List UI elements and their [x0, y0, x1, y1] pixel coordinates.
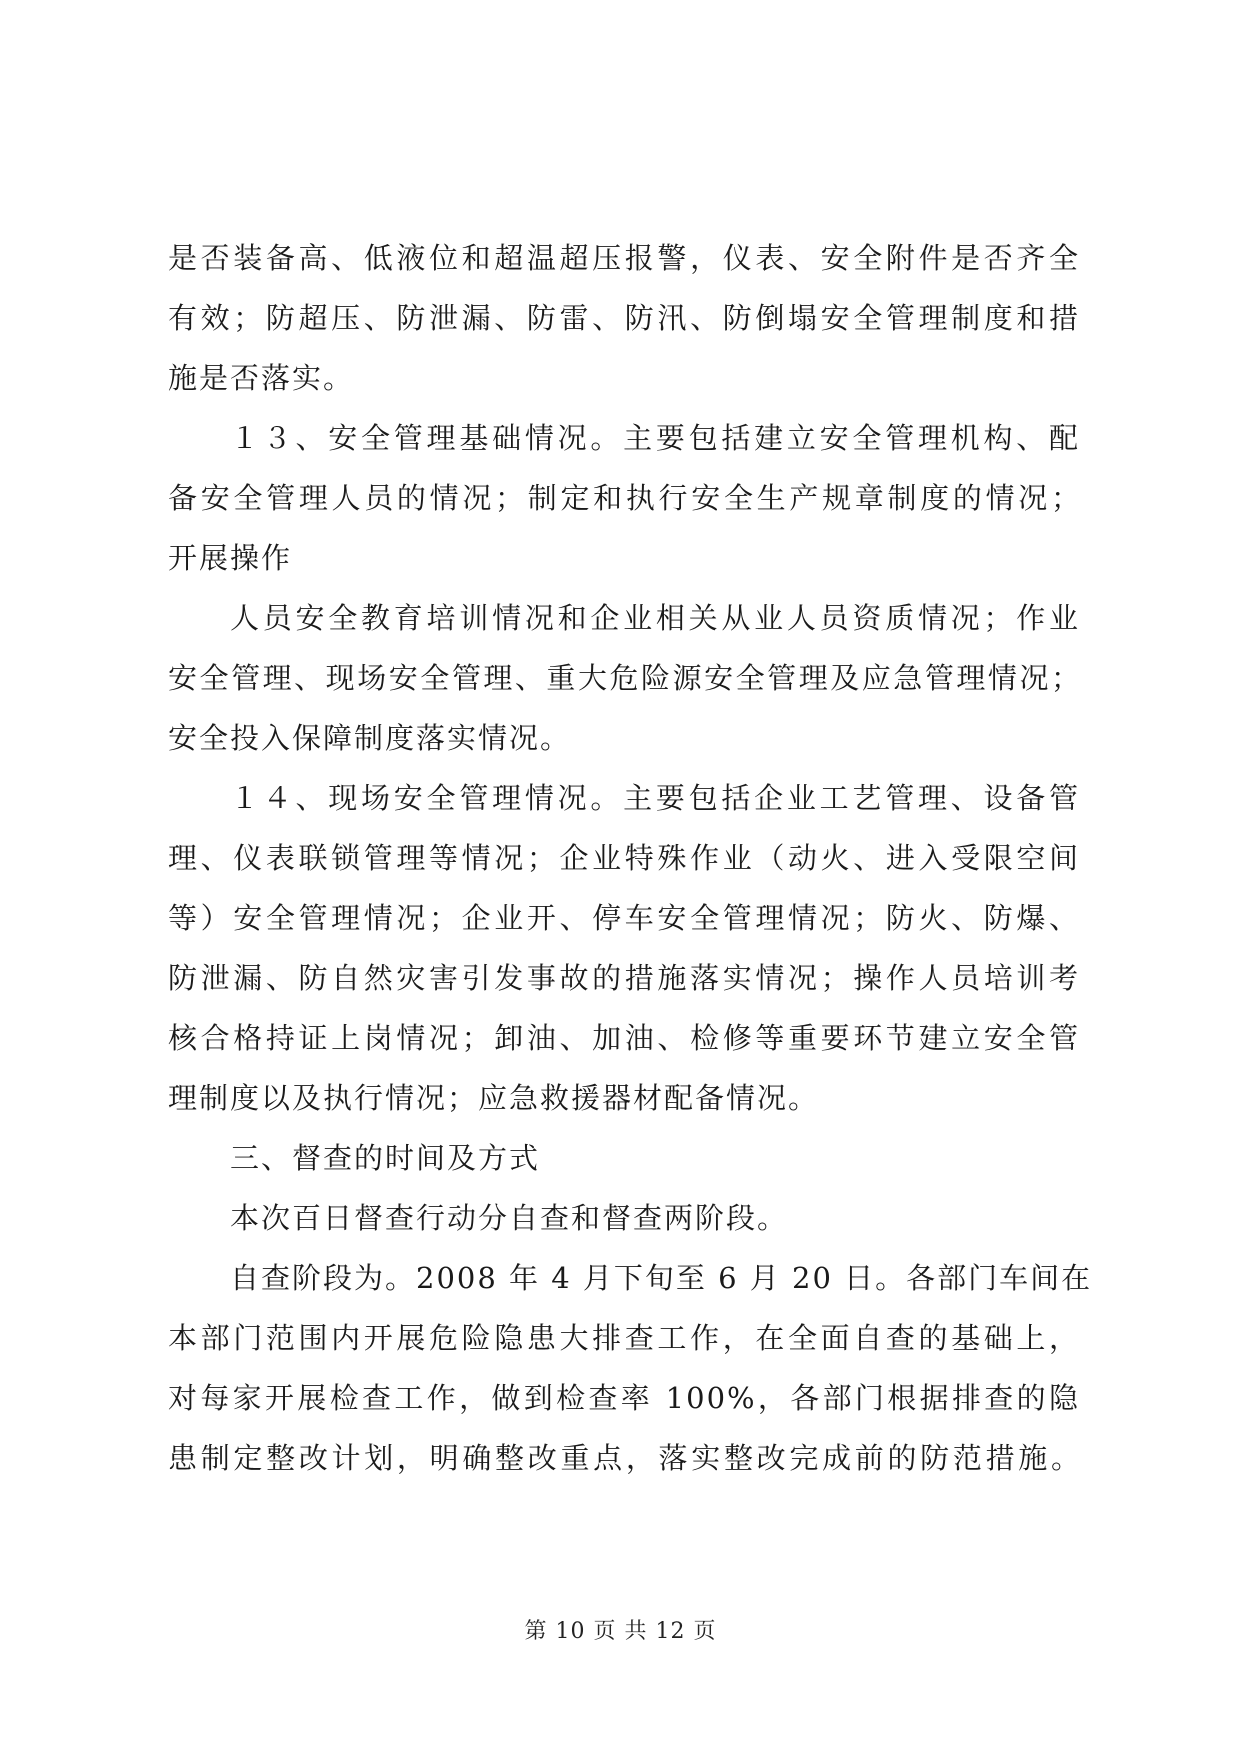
text-line: 等）安全管理情况；企业开、停车安全管理情况；防火、防爆、 — [168, 901, 1080, 935]
text-line: 理、仪表联锁管理等情况；企业特殊作业（动火、进入受限空间 — [168, 841, 1080, 875]
text-line: 本部门范围内开展危险隐患大排查工作，在全面自查的基础上， — [168, 1321, 1080, 1355]
section-13-heading-line: １３、安全管理基础情况。主要包括建立安全管理机构、配 — [230, 421, 1080, 455]
text-line: 对每家开展检查工作，做到检查率 100%，各部门根据排查的隐 — [168, 1381, 1080, 1415]
text-line: 安全投入保障制度落实情况。 — [168, 721, 572, 755]
section-3-heading: 三、督查的时间及方式 — [230, 1141, 541, 1175]
text-line: 理制度以及执行情况；应急救援器材配备情况。 — [168, 1081, 820, 1115]
text-line: 自查阶段为。2008 年 4 月下旬至 6 月 20 日。各部门车间在 — [230, 1261, 1093, 1295]
text-line: 本次百日督查行动分自查和督查两阶段。 — [230, 1201, 789, 1235]
section-14-heading-line: １４、现场安全管理情况。主要包括企业工艺管理、设备管 — [230, 781, 1080, 815]
text-line: 人员安全教育培训情况和企业相关从业人员资质情况；作业 — [230, 601, 1080, 635]
text-line: 是否装备高、低液位和超温超压报警，仪表、安全附件是否齐全 — [168, 241, 1080, 275]
text-line: 开展操作 — [168, 541, 293, 575]
document-body — [168, 228, 1093, 1488]
text-line: 备安全管理人员的情况；制定和执行安全生产规章制度的情况； — [168, 481, 1080, 515]
text-line: 安全管理、现场安全管理、重大危险源安全管理及应急管理情况； — [168, 661, 1080, 695]
text-line: 核合格持证上岗情况；卸油、加油、检修等重要环节建立安全管 — [168, 1021, 1080, 1055]
text-line: 施是否落实。 — [168, 361, 355, 395]
page-number-footer: 第 10 页 共 12 页 — [524, 1619, 717, 1644]
text-line: 防泄漏、防自然灾害引发事故的措施落实情况；操作人员培训考 — [168, 961, 1080, 995]
text-line: 患制定整改计划，明确整改重点，落实整改完成前的防范措施。 — [168, 1441, 1080, 1475]
text-line: 有效；防超压、防泄漏、防雷、防汛、防倒塌安全管理制度和措 — [168, 301, 1080, 335]
